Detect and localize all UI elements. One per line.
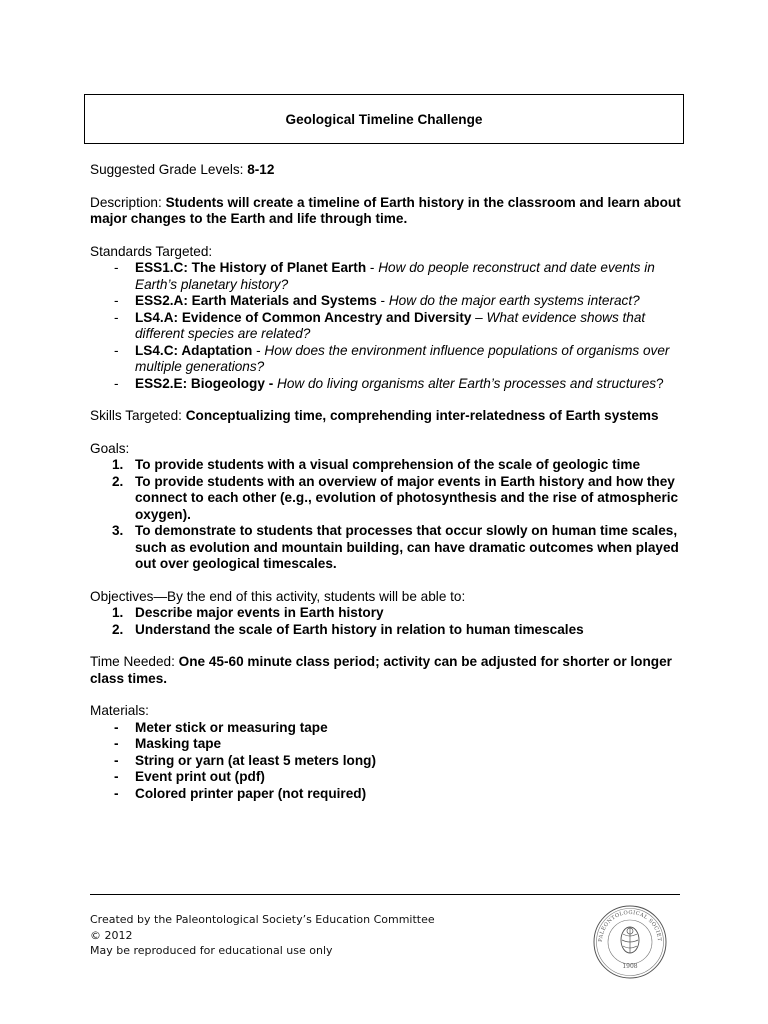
list-item: - String or yarn (at least 5 meters long) [114,752,376,768]
title-box [84,94,684,144]
list-item: - Colored printer paper (not required) [114,785,367,801]
standards-label: Standards Targeted: [90,243,213,259]
goals-label: Goals: [90,440,130,456]
svg-text:PALEONTOLOGICAL SOCIETY: PALEONTOLOGICAL SOCIET [597,909,663,943]
description-text: Students will create a timeline of Earth history in the classroom and learn about major changes to the Earth and life through time. [90,194,681,226]
description [90,195,690,228]
materials-list [90,720,690,803]
description-label: Description: [90,194,166,210]
footer-copyright: © 2012 [90,928,133,942]
grade-value: 8-12 [247,162,275,177]
footer [90,912,435,959]
grade-label: Suggested Grade Levels: [90,162,248,177]
list-item: - LS4.A: Evidence of Common Ancestry and Diversity – What evidence shows that different species are related? [114,309,646,341]
list-item: 2. Understand the scale of Earth history in relation to human timescales [112,621,584,637]
document-title: Geological Timeline Challenge [285,111,483,127]
list-item: - ESS2.A: Earth Materials and Systems - How do the major earth systems interact? [114,293,640,308]
list-item: - Masking tape [114,736,222,751]
objectives-section [90,589,690,639]
skills [90,408,690,425]
list-item: 3. To demonstrate to students that processes that occur slowly on human time scales, such as evolution and mountain building, can have dramatic outcomes when played out over geological timescales. [112,523,679,571]
time-label: Time Needed: [90,654,179,669]
footer-divider [90,894,680,895]
time-text: One 45-60 minute class period; activity can be adjusted for shorter or longer class times. [90,654,672,686]
list-item: 1. To provide students with a visual comprehension of the scale of geologic time [112,457,641,472]
skills-label: Skills Targeted: [90,408,186,423]
objectives-label: Objectives—By the end of this activity, students will be able to: [90,588,466,604]
list-item: - LS4.C: Adaptation - How does the environment influence populations of organisms over multiple generations? [114,342,670,374]
skills-text: Conceptualizing time, comprehending inter-relatedness of Earth systems [185,408,659,423]
materials-label: Materials: [90,703,149,718]
list-item: - ESS2.E: Biogeology - How do living organisms alter Earth’s processes and structures? [114,375,664,391]
footer-credit: Created by the Paleontological Society’s Education Committee [90,913,435,926]
list-item: - ESS1.C: The History of Planet Earth - How do people reconstruct and date events in Earth’s planetary history? [114,260,655,292]
time-needed [90,654,690,687]
list-item: - Event print out (pdf) [114,769,265,784]
society-seal-logo [592,904,668,980]
list-item: 1. Describe major events in Earth history [112,605,384,620]
goals-list [90,457,690,573]
svg-text:1908: 1908 [622,963,638,970]
document-body [90,162,690,818]
goals-section [90,441,690,573]
list-item: 2. To provide students with an overview of major events in Earth history and how they connect to each other (e.g., evolution of photosynthesis and the rise of atmospheric oxygen). [112,473,679,522]
grade-levels [90,162,690,179]
footer-usage: May be reproduced for educational use only [90,944,333,957]
standards-list [90,260,690,392]
standards-section [90,244,690,393]
materials-section [90,703,690,802]
list-item: - Meter stick or measuring tape [114,719,328,735]
objectives-list [90,605,690,638]
